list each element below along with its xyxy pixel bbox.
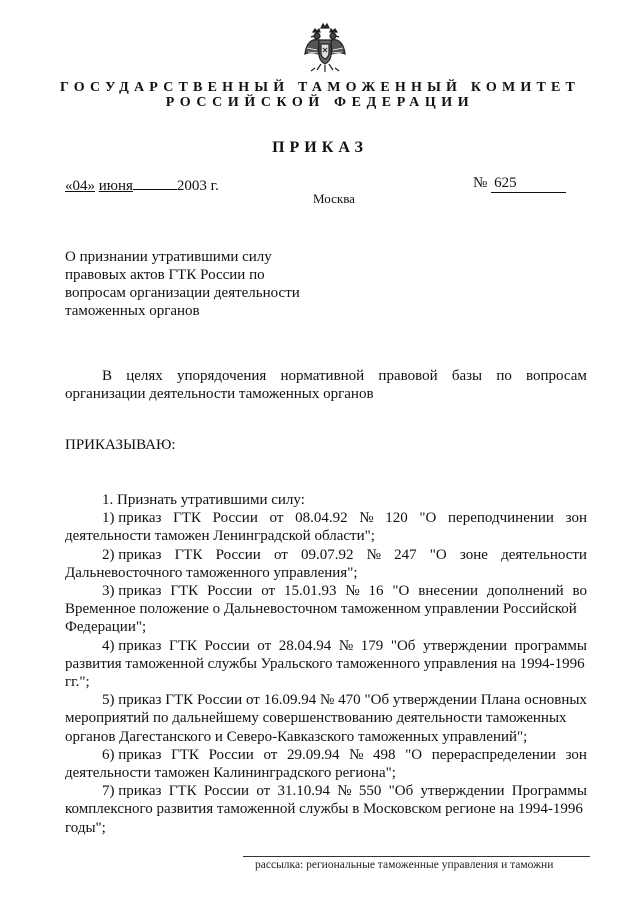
list-item-word: Плана bbox=[480, 692, 521, 709]
list-item-word: 6) приказ bbox=[102, 746, 162, 763]
list-item-word: "О bbox=[429, 546, 447, 563]
list-item-word: зон bbox=[565, 510, 587, 527]
list-item bbox=[65, 582, 587, 637]
list-item bbox=[65, 746, 587, 782]
list-item-word: 550 bbox=[358, 783, 382, 800]
subject-line: правовых актов ГТК России по bbox=[65, 267, 265, 283]
list-item-word: 179 bbox=[360, 637, 384, 654]
coat-of-arms-icon bbox=[303, 22, 347, 74]
list-item-word: внесении bbox=[418, 583, 479, 600]
list-item-word: 470 bbox=[338, 692, 361, 709]
list-item-word: России bbox=[196, 692, 243, 709]
list-item-word: 16 bbox=[368, 583, 384, 600]
agency-name-line1: ГОСУДАРСТВЕННЫЙ ТАМОЖЕННЫЙ КОМИТЕТ bbox=[59, 80, 581, 95]
preamble-word: упорядочения bbox=[177, 368, 267, 384]
list-item-word: от bbox=[256, 783, 271, 800]
list-item-word: ГТК bbox=[171, 746, 199, 763]
list-item-word: "О bbox=[392, 583, 410, 600]
list-item-continuation: развития таможенной службы Уральского таможенного управления на 1994-1996 bbox=[65, 655, 585, 672]
list-item-word: ГТК bbox=[174, 546, 203, 563]
list-item-continuation: Дальневосточного таможенного управления"; bbox=[65, 564, 358, 581]
date-close-quote: » bbox=[87, 178, 95, 194]
point-1-lead: 1. Признать утратившими силу: bbox=[102, 492, 305, 508]
list-item-word: от bbox=[246, 692, 260, 709]
subject-line: таможенных органов bbox=[65, 303, 200, 319]
list-item-word: "О bbox=[419, 510, 437, 527]
order-subject bbox=[65, 248, 325, 320]
list-item-word: деятельности bbox=[501, 546, 587, 563]
list-item-word: ГТК bbox=[165, 692, 194, 709]
list-item-word: от bbox=[273, 546, 288, 563]
list-item-word: 247 bbox=[394, 546, 417, 563]
list-item-word: 16.09.94 bbox=[263, 692, 317, 709]
list-item-word: 09.07.92 bbox=[301, 546, 354, 563]
order-body bbox=[65, 491, 587, 837]
list-item-word: зон bbox=[565, 746, 587, 763]
list-item-word: "Об bbox=[364, 692, 390, 709]
order-word: ПРИКАЗЫВАЮ: bbox=[65, 437, 176, 453]
list-item-continuation: гг."; bbox=[65, 674, 90, 691]
list-item bbox=[65, 546, 587, 582]
list-item-word: "О bbox=[405, 746, 423, 763]
subject-line: О признании утратившими силу bbox=[65, 249, 272, 265]
list-item-word: 5) приказ bbox=[102, 692, 162, 709]
list-item-word: "Об bbox=[390, 637, 416, 654]
number-value: 625 bbox=[491, 175, 566, 193]
preamble-word: В bbox=[102, 368, 113, 384]
subject-line: вопросам организации деятельности bbox=[65, 285, 300, 301]
list-item-continuation: комплексного развития таможенной службы в Московском регионе на 1994-1996 bbox=[65, 801, 583, 818]
list-item bbox=[65, 691, 587, 746]
list-item-word: № bbox=[320, 692, 335, 709]
list-item-first-line bbox=[65, 782, 587, 800]
list-item-word: России bbox=[207, 583, 253, 600]
revoked-acts-list bbox=[65, 509, 587, 837]
list-item-word: зоне bbox=[459, 546, 488, 563]
list-item-word: 4) приказ bbox=[102, 637, 162, 654]
list-item-word: России bbox=[212, 510, 258, 527]
list-item-continuation: деятельности таможен Калининградского региона"; bbox=[65, 765, 396, 782]
list-item-first-line bbox=[65, 582, 587, 600]
list-item-word: 7) приказ bbox=[102, 783, 162, 800]
list-item-word: от bbox=[269, 510, 284, 527]
list-item-word: № bbox=[337, 783, 352, 800]
list-item-word: перераспределении bbox=[431, 746, 556, 763]
list-item-word: "Об bbox=[388, 783, 414, 800]
list-item-word: № bbox=[359, 510, 374, 527]
list-item-word: 1) приказ bbox=[102, 510, 162, 527]
date-year: 2003 г. bbox=[176, 178, 219, 194]
list-item-continuation: мероприятий по дальнейшему совершенствованию деятельности таможенных bbox=[65, 710, 567, 727]
list-item-word: 15.01.93 bbox=[283, 583, 337, 600]
preamble-word: вопросам bbox=[526, 368, 587, 384]
list-item-word: 28.04.94 bbox=[278, 637, 332, 654]
preamble bbox=[65, 367, 587, 403]
date-month: июня bbox=[98, 178, 133, 194]
list-item-word: России bbox=[203, 783, 250, 800]
list-item-first-line bbox=[65, 509, 587, 527]
list-item bbox=[65, 509, 587, 545]
list-item-word: утверждении bbox=[392, 692, 477, 709]
list-item-word: № bbox=[345, 583, 360, 600]
list-item-first-line bbox=[65, 691, 587, 709]
list-item-word: 31.10.94 bbox=[277, 783, 330, 800]
date-blank-line bbox=[133, 175, 177, 190]
list-item-first-line bbox=[65, 546, 587, 564]
list-item-word: 2) приказ bbox=[102, 546, 162, 563]
list-item bbox=[65, 782, 587, 837]
list-item-first-line bbox=[65, 746, 587, 764]
list-item-word: ГТК bbox=[169, 637, 197, 654]
list-item-word: утверждении bbox=[423, 637, 507, 654]
list-item-word: 120 bbox=[385, 510, 408, 527]
list-item-word: ГТК bbox=[173, 510, 201, 527]
list-item-word: № bbox=[349, 746, 364, 763]
list-item-word: во bbox=[572, 583, 587, 600]
list-item-word: 3) приказ bbox=[102, 583, 162, 600]
preamble-word: правовой bbox=[378, 368, 438, 384]
preamble-line1 bbox=[65, 367, 587, 385]
list-item-word: № bbox=[366, 546, 381, 563]
preamble-word: базы bbox=[451, 368, 483, 384]
list-item-word: Программы bbox=[511, 783, 587, 800]
preamble-line2: организации деятельности таможенных органов bbox=[65, 386, 374, 402]
city: Москва bbox=[313, 191, 355, 206]
list-item-continuation: годы"; bbox=[65, 819, 106, 836]
preamble-word: целях bbox=[126, 368, 163, 384]
list-item bbox=[65, 637, 587, 692]
list-item-word: основных bbox=[524, 692, 587, 709]
number-label: № bbox=[473, 175, 488, 191]
preamble-word: нормативной bbox=[280, 368, 365, 384]
list-item-word: от bbox=[257, 637, 272, 654]
list-item-word: утверждении bbox=[420, 783, 505, 800]
list-item-word: от bbox=[263, 746, 278, 763]
list-item-word: 08.04.92 bbox=[295, 510, 348, 527]
list-item-word: 29.09.94 bbox=[286, 746, 340, 763]
list-item-word: № bbox=[338, 637, 354, 654]
list-item-word: ГТК bbox=[170, 583, 199, 600]
list-item-word: дополнений bbox=[486, 583, 564, 600]
preamble-word: по bbox=[496, 368, 512, 384]
list-item-continuation: органов Дагестанского и Северо-Кавказского таможенных управлений"; bbox=[65, 728, 528, 745]
list-item-word: от bbox=[261, 583, 276, 600]
list-item-continuation: деятельности таможен Ленинградской области"; bbox=[65, 528, 375, 545]
footer-divider bbox=[243, 856, 590, 857]
list-item-word: России bbox=[204, 637, 250, 654]
list-item-continuation: Федерации"; bbox=[65, 619, 147, 636]
list-item-word: 498 bbox=[373, 746, 396, 763]
list-item-word: ГТК bbox=[168, 783, 197, 800]
list-item-continuation: Временное положение о Дальневосточном таможенном управлении Российской bbox=[65, 601, 577, 618]
date-day: 04 bbox=[72, 178, 88, 194]
list-item-word: переподчинении bbox=[448, 510, 554, 527]
distribution-note: рассылка: региональные таможенные управления и таможни bbox=[255, 859, 554, 871]
list-item-word: программы bbox=[514, 637, 587, 654]
document-type-title: ПРИКАЗ bbox=[272, 139, 368, 156]
list-item-word: России bbox=[208, 746, 254, 763]
date-open-quote: « bbox=[65, 178, 73, 194]
agency-name-line2: РОССИЙСКОЙ ФЕДЕРАЦИИ bbox=[165, 95, 475, 110]
list-item-word: России bbox=[215, 546, 261, 563]
list-item-first-line bbox=[65, 637, 587, 655]
